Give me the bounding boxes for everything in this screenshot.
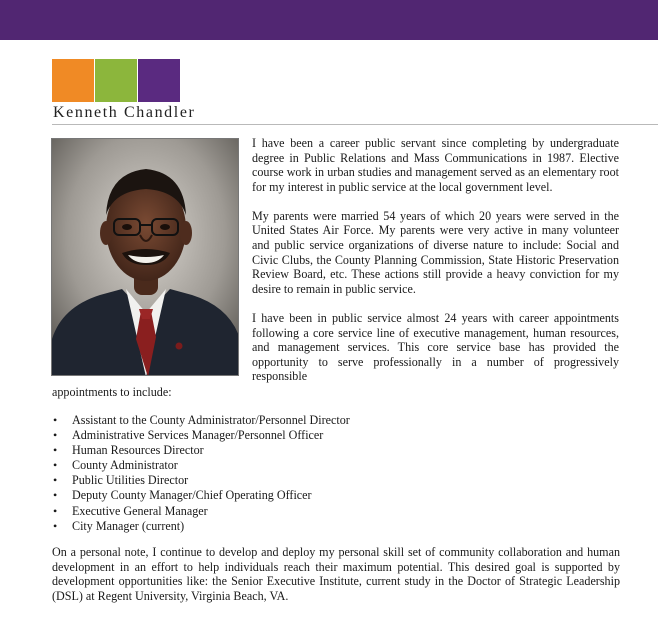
list-item-label: Administrative Services Manager/Personnel Officer [72, 428, 324, 443]
list-item [52, 428, 350, 443]
list-item [52, 519, 350, 534]
closing-paragraph: On a personal note, I continue to develop and deploy my personal skill set of community collaboration and human development in an effort to help individuals reach their maximum potential. This desired goal is supported by development opportunities like: the Senior Executive Institute, current study in the Doctor of Strategic Leadership (DSL) at Regent University, Virginia Beach, VA. [52, 545, 620, 603]
swatch-purple [138, 59, 180, 102]
list-item [52, 473, 350, 488]
bio-paragraph: I have been in public service almost 24 years with career appointments following a core service line of executive management, human resources, and management services. This core service base has provided the opportunity to serve professionally in a number of progressively responsible [252, 310, 619, 384]
bio-text [252, 136, 619, 384]
bullet-icon: • [53, 443, 58, 458]
list-item [52, 458, 350, 473]
bio-continuation: appointments to include: [52, 385, 172, 399]
list-item-label: Executive General Manager [72, 503, 208, 518]
bullet-icon: • [53, 428, 58, 443]
list-item-label: County Administrator [72, 458, 178, 473]
list-item-label: City Manager (current) [72, 518, 185, 533]
bio-paragraph: I have been a career public servant since completing by undergraduate degree in Public Relations and Mass Communications in 1987. Elective course work in urban studies and management served as an elementary root for my interest in public service at the local government level. [252, 136, 619, 194]
bullet-icon: • [53, 413, 58, 427]
bullet-icon: • [53, 473, 58, 488]
profile-name: Kenneth Chandler [53, 104, 196, 121]
bio-paragraph: My parents were married 54 years of which 20 years were served in the United States Air Force. My parents were very active in many volunteer and public service organizations of diverse nature to include: Social and Civic Clubs, the County Planning Commission, State Historic Preservation Review Board, etc. These actions still provide a heavy conviction for my desire to remain in public service. [252, 208, 619, 296]
list-item [52, 443, 350, 458]
divider [52, 124, 658, 125]
bullet-icon: • [53, 458, 58, 473]
list-item [52, 413, 350, 428]
swatch-orange [52, 59, 94, 102]
list-item-label: Public Utilities Director [72, 473, 189, 488]
header-bar [0, 0, 658, 40]
list-item [52, 504, 350, 519]
list-item [52, 488, 350, 503]
list-item-label: Deputy County Manager/Chief Operating Officer [72, 488, 312, 503]
portrait-photo [51, 138, 239, 376]
swatch-green [95, 59, 137, 102]
appointments-list [52, 413, 350, 534]
bullet-icon: • [53, 503, 58, 518]
bullet-icon: • [53, 518, 58, 533]
color-swatches [52, 59, 181, 102]
list-item-label: Human Resources Director [72, 443, 204, 458]
list-item-label: Assistant to the County Administrator/Personnel Director [72, 413, 350, 427]
bullet-icon: • [53, 488, 58, 503]
